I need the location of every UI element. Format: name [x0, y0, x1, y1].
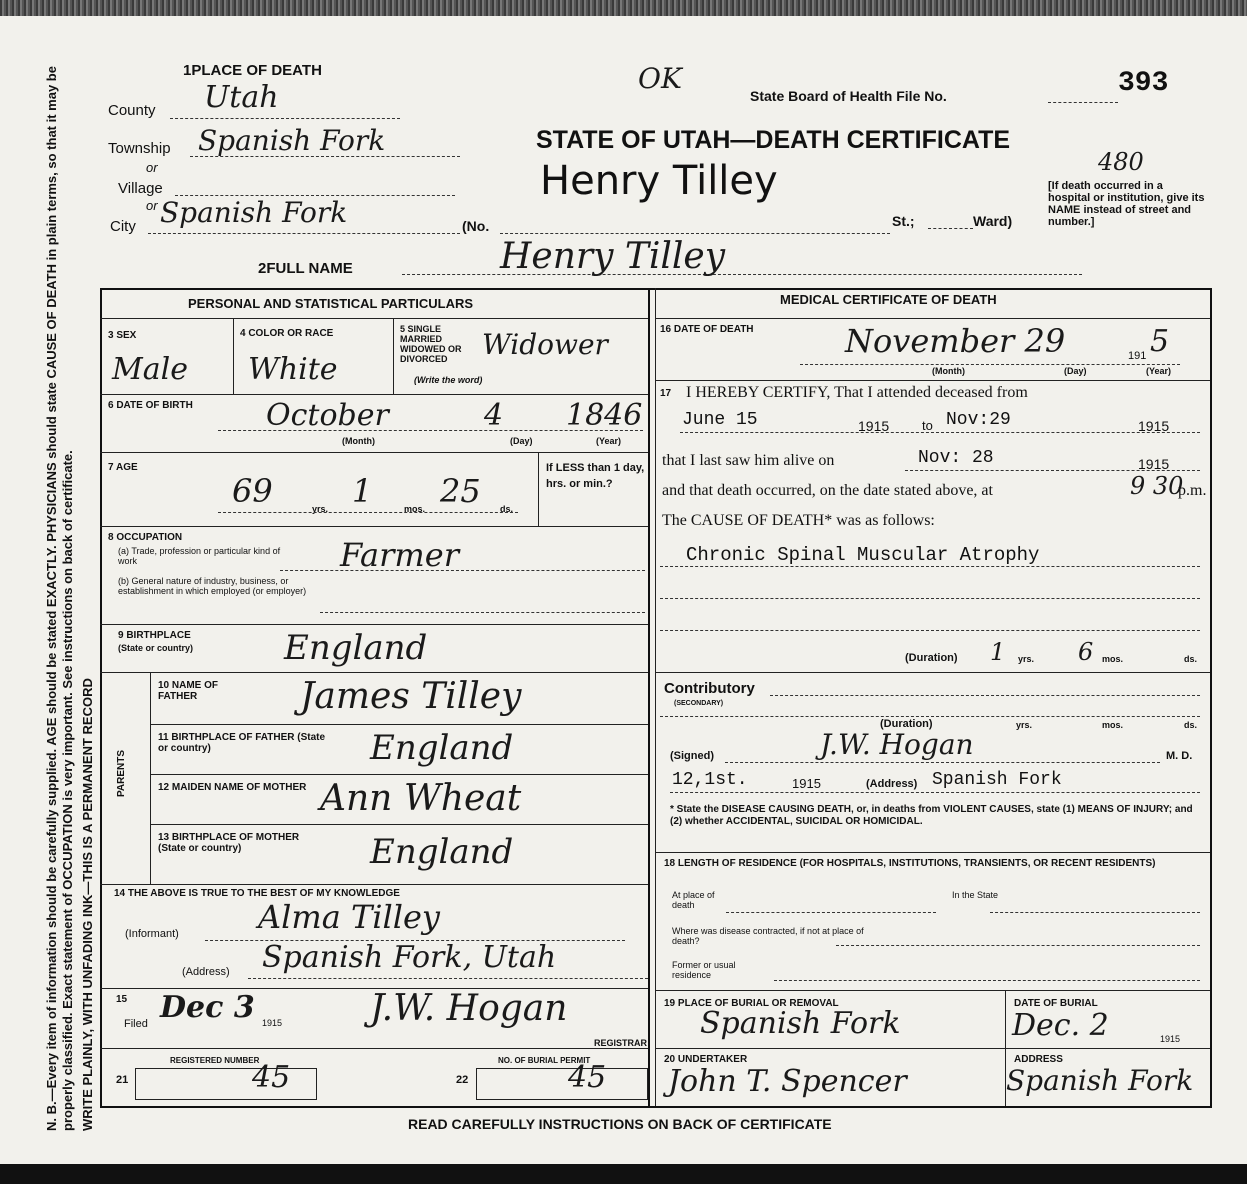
local-number: 480 — [1098, 148, 1144, 176]
death-month-caption: (Month) — [932, 366, 965, 376]
year-caption: (Year) — [596, 436, 622, 446]
contributory-ds-caption: ds. — [1184, 720, 1198, 730]
death-month-day: November 29 — [845, 322, 1066, 360]
burial-place-value: Spanish Fork — [700, 1006, 901, 1041]
scan-bottom-edge — [0, 1164, 1247, 1184]
burial-permit-label: NO. OF BURIAL PERMIT — [498, 1056, 591, 1065]
informant-value: Alma Tilley — [258, 898, 440, 936]
contributory-yrs-caption: yrs. — [1016, 720, 1033, 730]
contributory-label: Contributory — [664, 680, 755, 697]
full-name-label: 2FULL NAME — [258, 260, 353, 277]
county-label: County — [108, 102, 156, 119]
township-label: Township — [108, 140, 171, 157]
attended-from: June 15 — [682, 410, 758, 430]
burial-permit-prefix: 22 — [456, 1074, 469, 1086]
street-label: St.; — [892, 213, 915, 229]
scan-edge — [0, 0, 1247, 16]
last-saw-text: that I last saw him alive on — [662, 452, 835, 469]
or-label: or — [146, 198, 158, 213]
ward-label: Ward) — [973, 213, 1013, 229]
city-value: Spanish Fork — [160, 196, 348, 229]
filed-label: Filed — [124, 1018, 148, 1030]
birthplace-value: England — [284, 628, 428, 668]
county-value: Utah — [204, 80, 279, 115]
signed-year: 1915 — [792, 776, 821, 791]
duration-months: 6 — [1078, 638, 1094, 666]
mother-label: 12 MAIDEN NAME OF MOTHER — [158, 782, 307, 793]
race-value: White — [248, 352, 338, 387]
burial-place-label: 19 PLACE OF BURIAL OR REMOVAL — [664, 998, 839, 1009]
dob-label: 6 DATE OF BIRTH — [108, 400, 193, 411]
race-label: 4 COLOR OR RACE — [240, 328, 334, 339]
personal-section-title: PERSONAL AND STATISTICAL PARTICULARS — [188, 296, 474, 311]
age-years: 69 — [232, 472, 273, 510]
to-label: to — [922, 418, 933, 433]
burial-date-value: Dec. 2 — [1012, 1008, 1109, 1043]
residence-label: 18 LENGTH OF RESIDENCE (FOR HOSPITALS, INSTITUTIONS, TRANSIENTS, OR RECENT RESIDENTS) — [664, 858, 1156, 869]
file-number-label: State Board of Health File No. — [750, 88, 947, 104]
cause-footnote: * State the DISEASE CAUSING DEATH, or, in deaths from VIOLENT CAUSES, state (1) MEANS OF INJURY; and (2) whether ACCIDENTAL, SUICIDAL OR HOMICIDAL. — [670, 804, 1193, 827]
registered-number-prefix: 21 — [116, 1074, 129, 1086]
occupation-label: 8 OCCUPATION — [108, 532, 183, 543]
burial-permit-number: 45 — [568, 1060, 607, 1095]
contributory-duration-label: (Duration) — [880, 718, 933, 730]
undertaker-address-value: Spanish Fork — [1006, 1064, 1194, 1097]
township-value: Spanish Fork — [198, 124, 386, 157]
former-residence-label: Former or usual residence — [672, 960, 736, 980]
file-number: 393 — [1118, 68, 1169, 99]
father-birthplace-label: 11 BIRTHPLACE OF FATHER (State or country) — [158, 732, 326, 754]
death-year-prefix: 191 — [1128, 350, 1147, 362]
cause-label: The CAUSE OF DEATH* was as follows: — [662, 512, 935, 529]
dob-day: 4 — [484, 398, 504, 433]
attended-year-2: 1915 — [1138, 418, 1170, 434]
city-label: City — [110, 218, 136, 235]
dob-month: October — [266, 398, 389, 433]
physician-address: Spanish Fork — [932, 770, 1062, 790]
registered-number: 45 — [252, 1060, 291, 1095]
at-place-label: At place of death — [672, 890, 715, 910]
occupation-b: (b) General nature of industry, business, or establishment in which employed (or employer) — [118, 576, 307, 596]
last-saw-date: Nov: 28 — [918, 448, 994, 468]
registrar-signature: J.W. Hogan — [370, 988, 568, 1029]
age-months: 1 — [352, 472, 373, 510]
month-caption: (Month) — [342, 436, 375, 446]
medical-section-title: MEDICAL CERTIFICATE OF DEATH — [780, 292, 997, 307]
date-of-death-label: 16 DATE OF DEATH — [660, 324, 754, 335]
mother-birthplace-label: 13 BIRTHPLACE OF MOTHER (State or country) — [158, 832, 300, 854]
sex-value: Male — [112, 352, 188, 387]
death-year-caption: (Year) — [1146, 366, 1172, 376]
duration-mos-caption: mos. — [1102, 654, 1124, 664]
duration-yrs-caption: yrs. — [1018, 654, 1035, 664]
or-label: or — [146, 160, 158, 175]
marital-value: Widower — [482, 328, 608, 361]
father-label: 10 NAME OF FATHER — [158, 680, 219, 702]
above-true-label: 14 THE ABOVE IS TRUE TO THE BEST OF MY KNOWLEDGE — [114, 888, 400, 899]
duration-years: 1 — [990, 638, 1006, 666]
registered-number-label: REGISTERED NUMBER — [170, 1056, 260, 1065]
death-occurred-text: and that death occurred, on the date stated above, at — [662, 482, 993, 499]
age-label: 7 AGE — [108, 462, 138, 473]
duration-ds-caption: ds. — [1184, 654, 1198, 664]
sex-label: 3 SEX — [108, 330, 137, 341]
day-caption: (Day) — [510, 436, 533, 446]
full-name-value: Henry Tilley — [500, 236, 726, 277]
printed-name: Henry Tilley — [540, 158, 778, 204]
parents-label: PARENTS — [116, 749, 128, 798]
marital-note: (Write the word) — [414, 375, 483, 385]
undertaker-address-label: ADDRESS — [1014, 1054, 1063, 1065]
yrs-caption: yrs. — [312, 504, 329, 514]
certify-number: 17 — [660, 388, 672, 399]
village-label: Village — [118, 180, 163, 197]
duration-label: (Duration) — [905, 652, 958, 664]
father-birthplace-value: England — [370, 728, 514, 768]
less-than-label: If LESS than 1 day, hrs. or min.? — [546, 462, 645, 490]
filed-year: 1915 — [262, 1018, 283, 1028]
death-year-digit: 5 — [1150, 324, 1170, 359]
filed-number: 15 — [116, 994, 128, 1005]
in-state-label: In the State — [952, 890, 999, 900]
father-value: James Tilley — [300, 676, 522, 717]
certificate-title: STATE OF UTAH—DEATH CERTIFICATE — [536, 126, 1011, 154]
contracted-label: Where was disease contracted, if not at place of death? — [672, 926, 864, 946]
occupation-a: (a) Trade, profession or particular kind of work — [118, 546, 281, 566]
undertaker-label: 20 UNDERTAKER — [664, 1054, 748, 1065]
physician-signature: J.W. Hogan — [820, 728, 974, 761]
death-day-caption: (Day) — [1064, 366, 1087, 376]
sidebar-note: N. B.—Every item of information should be carefully supplied. AGE should be stated EXACTLY. PHYSICIANS should state CAUSE OF DEATH in plain terms, so that it may be properly classified. Exact statement of OCCUPATION is very important. See instructions on back of certificate. WRITE PLAINLY, WITH UNFADING INK—THIS IS A PERMANENT RECORD — [44, 66, 95, 1131]
hospital-note: [If death occurred in a hospital or institution, give its NAME instead of street and number.] — [1048, 180, 1205, 228]
md-label: M. D. — [1166, 750, 1193, 762]
pm-label: p.m. — [1178, 482, 1207, 499]
attended-to: Nov:29 — [946, 410, 1011, 430]
instructions-footer: READ CAREFULLY INSTRUCTIONS ON BACK OF CERTIFICATE — [408, 1116, 832, 1132]
signed-label: (Signed) — [670, 750, 714, 762]
undertaker-value: John T. Spencer — [668, 1064, 907, 1099]
death-time: 9 30 — [1130, 472, 1184, 500]
informant-address: Spanish Fork, Utah — [262, 940, 557, 975]
informant-label: (Informant) — [125, 928, 179, 940]
ds-caption: ds. — [500, 504, 514, 514]
last-saw-year: 1915 — [1138, 456, 1170, 472]
address-label: (Address) — [182, 966, 230, 978]
birthplace-label: 9 BIRTHPLACE — [118, 630, 191, 641]
birthplace-sub: (State or country) — [118, 643, 194, 653]
reviewer-mark: OK — [638, 62, 682, 95]
certify-text: I HEREBY CERTIFY, That I attended deceased from — [686, 384, 1028, 401]
dob-year: 1846 — [566, 398, 643, 433]
filed-date: Dec 3 — [160, 990, 255, 1025]
mos-caption: mos. — [404, 504, 426, 514]
place-of-death-label: 1PLACE OF DEATH — [183, 62, 322, 79]
contributory-mos-caption: mos. — [1102, 720, 1124, 730]
no-label: (No. — [462, 218, 490, 234]
mother-birthplace-value: England — [370, 832, 514, 872]
secondary-label: (SECONDARY) — [674, 700, 724, 707]
physician-address-label: (Address) — [866, 778, 918, 790]
age-days: 25 — [440, 472, 481, 510]
occupation-value: Farmer — [340, 536, 459, 574]
burial-date-label: DATE OF BURIAL — [1014, 998, 1098, 1009]
marital-label: 5 SINGLE MARRIED WIDOWED OR DIVORCED — [400, 324, 462, 364]
burial-year: 1915 — [1160, 1034, 1181, 1044]
mother-value: Ann Wheat — [320, 778, 522, 819]
cause-of-death: Chronic Spinal Muscular Atrophy — [686, 544, 1040, 566]
signed-date: 12,1st. — [672, 770, 748, 790]
attended-year-1: 1915 — [858, 418, 890, 434]
registrar-label: REGISTRAR — [594, 1038, 648, 1048]
